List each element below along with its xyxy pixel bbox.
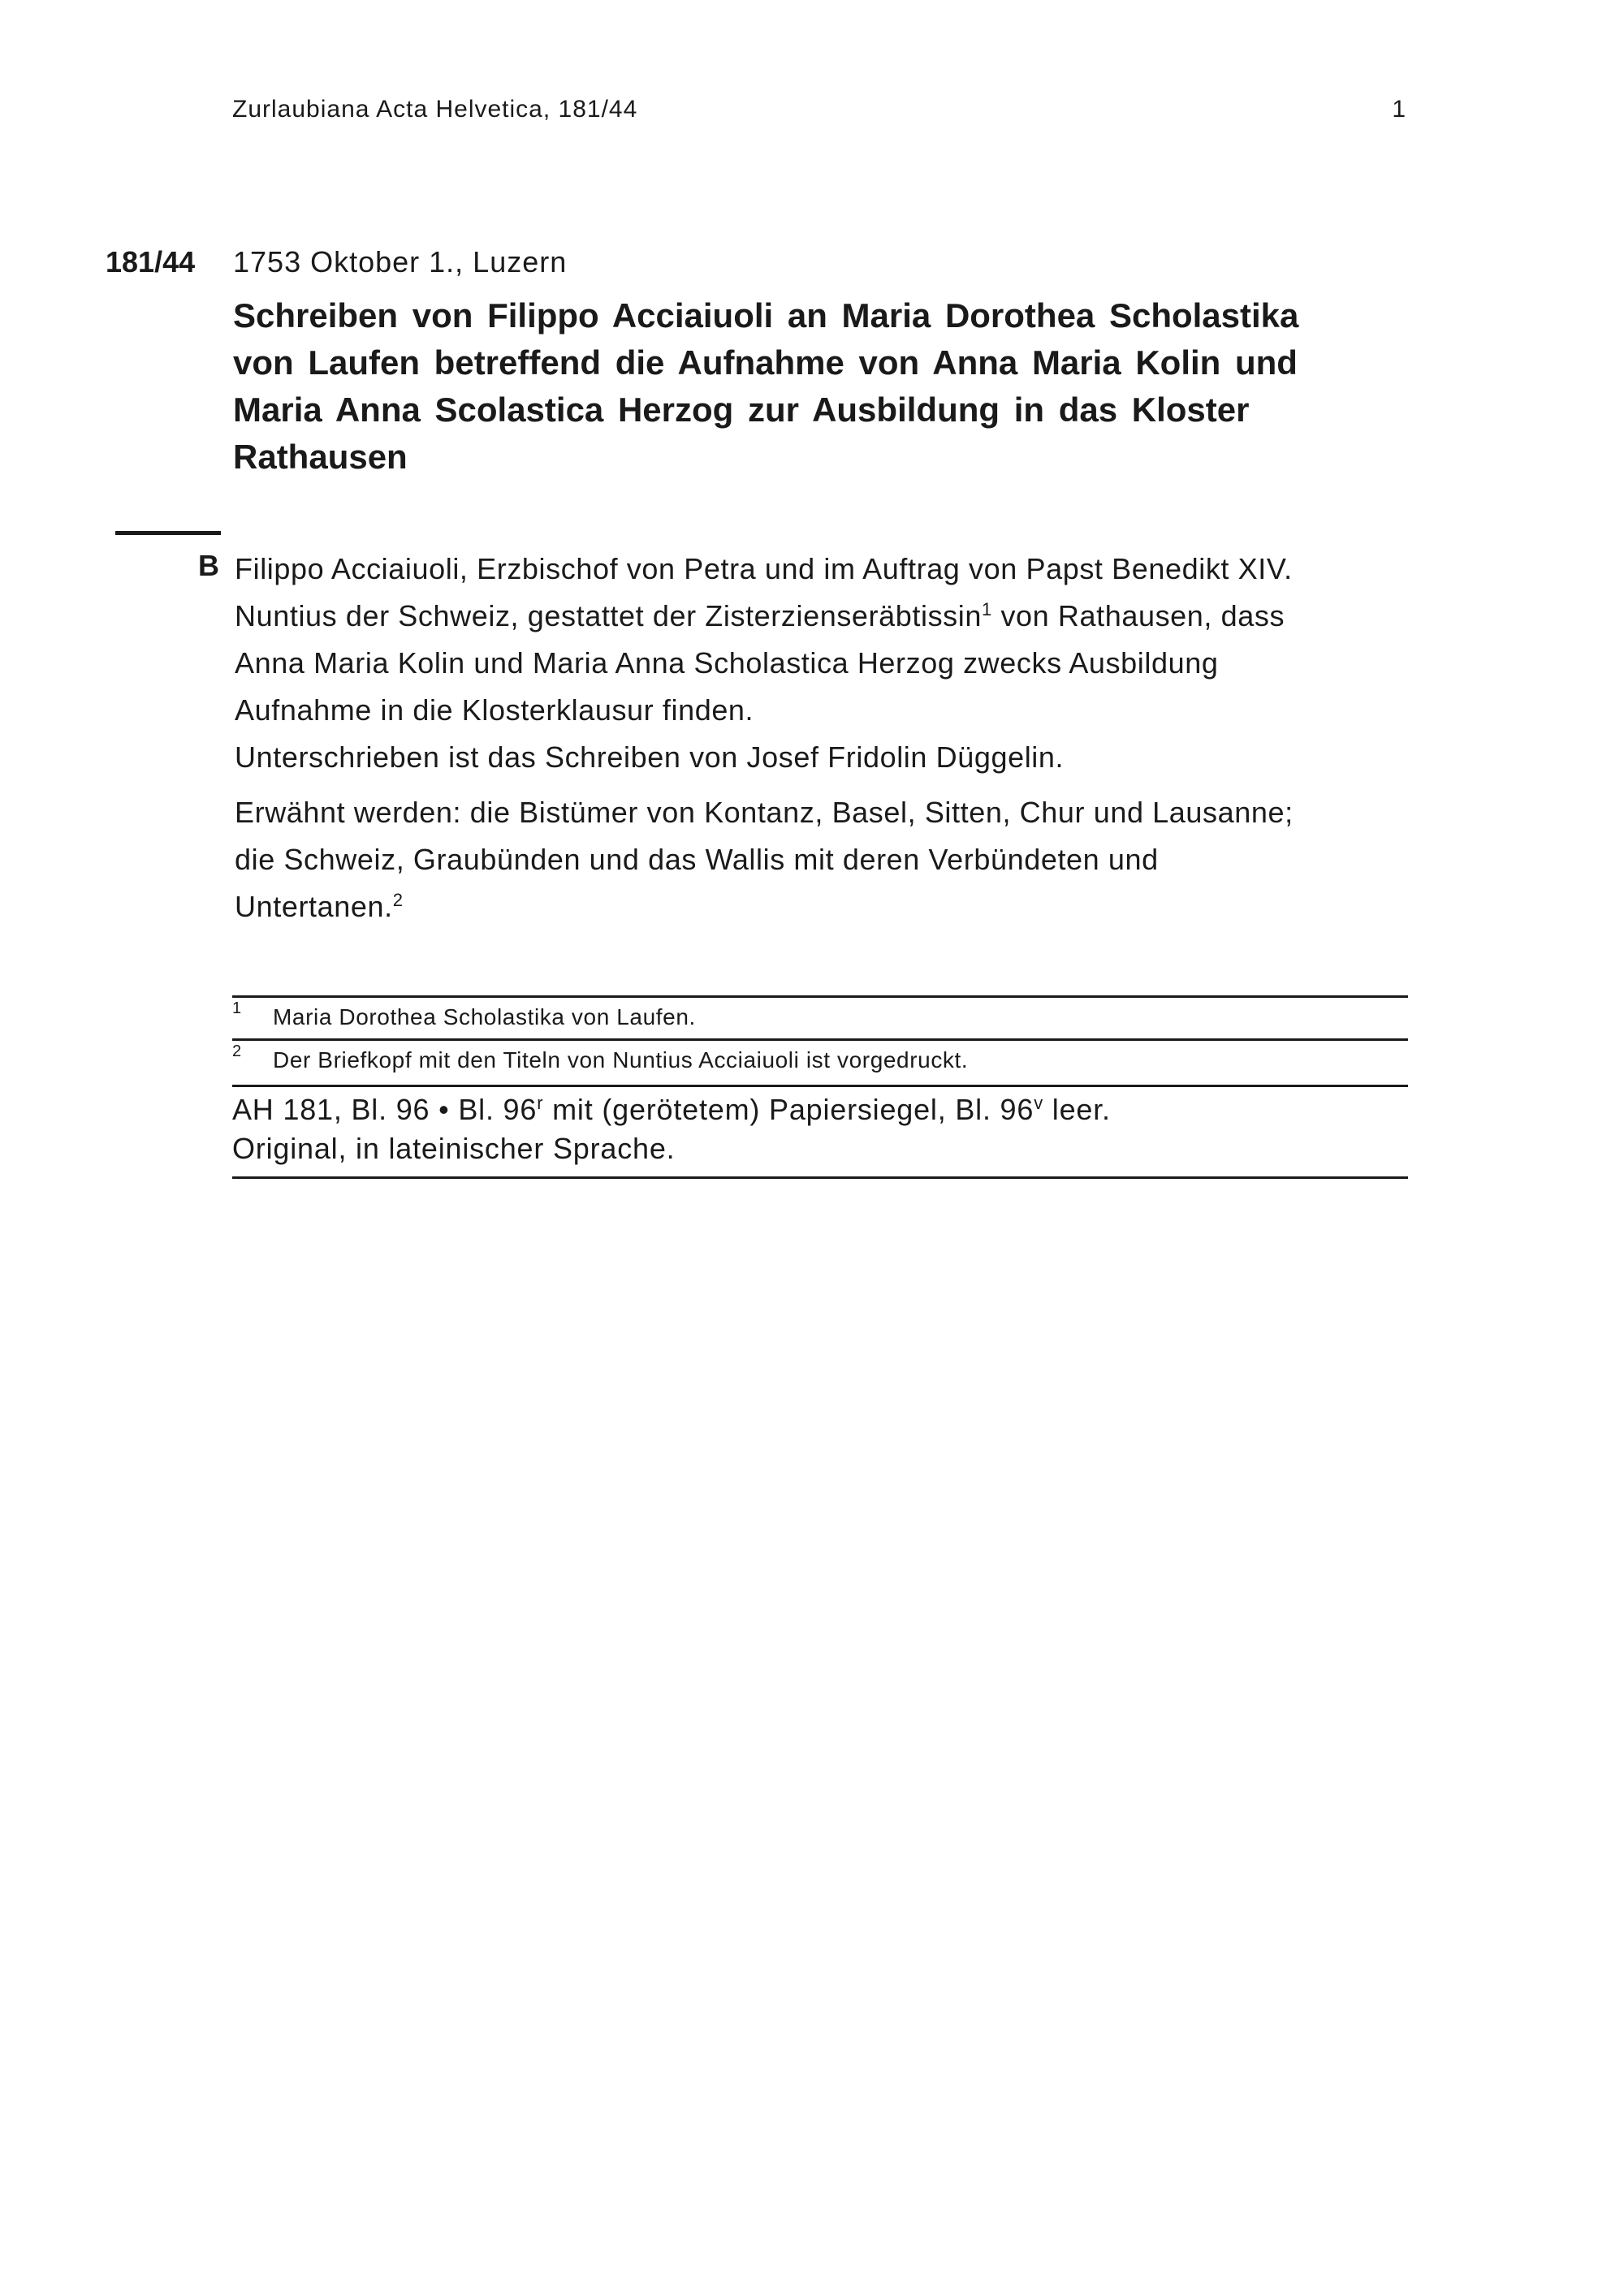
document-title-line: Rathausen [233,438,408,476]
regest-line: Filippo Acciaiuoli, Erzbischof von Petra und im Auftrag von Papst Benedikt XIV. [235,552,1293,585]
mentions-line: Erwähnt werden: die Bistümer von Kontanz, Basel, Sitten, Chur und Lausanne; [235,796,1294,829]
document-number: 181/44 [106,245,196,278]
running-header [232,96,1406,128]
regest-text: von Rathausen, dass [991,599,1285,632]
footnote-number: 2 [232,1042,242,1060]
regest-text: Nuntius der Schweiz, gestattet der Zisterzienseräbtissin [235,599,982,632]
source-text: AH 181, Bl. 96 • Bl. 96 [232,1093,538,1126]
document-title [233,292,1410,481]
section-marker: B [198,549,219,582]
mentions-line [235,883,1420,930]
document-title-line: von Laufen betreffend die Aufnahme von Anna Maria Kolin und [233,343,1298,382]
source-text: mit (gerötetem) Papiersiegel, Bl. 96 [543,1093,1034,1126]
footnote-ref-1[interactable]: 1 [982,599,992,619]
footnote-item [232,1038,1408,1081]
regest-line: Anna Maria Kolin und Maria Anna Scholastica Herzog zwecks Ausbildung [235,646,1219,680]
mentions-line: die Schweiz, Graubünden und das Wallis mit deren Verbündeten und [235,843,1159,876]
running-title: Zurlaubiana Acta Helvetica, 181/44 [232,96,638,123]
mentions-text: Untertanen. [235,890,393,923]
footnotes [232,995,1408,1081]
document-title-line: Maria Anna Scolastica Herzog zur Ausbildung in das Kloster [233,391,1250,429]
verso-marker: v [1034,1093,1043,1113]
regest-line: Unterschrieben ist das Schreiben von Josef Fridolin Düggelin. [235,740,1065,774]
regest-line: Aufnahme in die Klosterklausur finden. [235,693,754,727]
footnote-text: Maria Dorothea Scholastika von Laufen. [273,1004,696,1029]
regest-paragraph [235,546,1420,781]
footnote-item [232,995,1408,1038]
source-line [232,1090,1408,1129]
document-date-place: 1753 Oktober 1., Luzern [233,245,568,278]
source-reference [232,1085,1408,1179]
footnote-ref-2[interactable]: 2 [392,890,404,910]
regest-line [235,593,1420,640]
footnote-number: 1 [232,999,242,1017]
recto-marker: r [537,1093,544,1113]
document-title-line: Schreiben von Filippo Acciaiuoli an Maria Dorothea Scholastika [233,296,1299,334]
footnote-text: Der Briefkopf mit den Titeln von Nuntius Acciaiuoli ist vorgedruckt. [273,1047,969,1072]
page-number: 1 [1392,96,1406,123]
source-text: leer. [1043,1093,1111,1126]
source-line: Original, in lateinischer Sprache. [232,1132,676,1165]
mentions-paragraph [235,789,1420,930]
section-separator-rule [115,531,221,535]
